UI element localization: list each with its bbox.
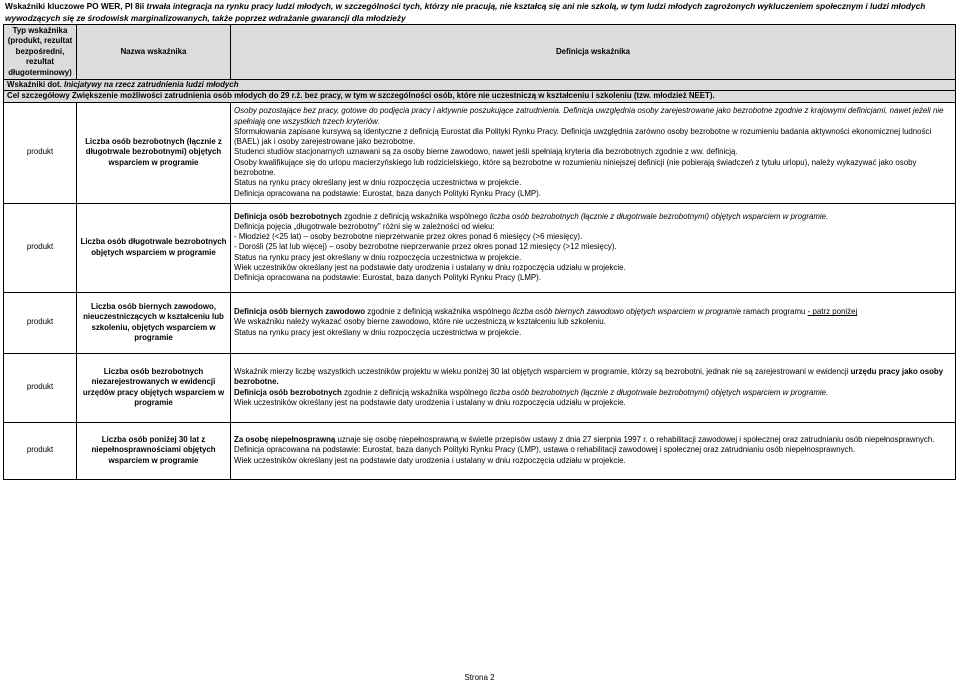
definition-term: Za osobę niepełnosprawną: [234, 435, 336, 445]
definition-paragraph: Status na rynku pracy jest określany w dniu rozpoczęcia uczestnictwa w projekcie.: [234, 327, 522, 337]
definition-text: uznaje się osobę niepełnosprawną w świetle przepisów ustawy z dnia 27 sierpnia 1997 r. o rehabilitacji zawodowej i społecznej oraz zatrudnianiu osób niepełnosprawnych.: [335, 435, 935, 445]
definition-paragraph: Wiek uczestników określany jest na podstawie daty urodzenia i ustalany w dniu rozpoczęcia udziału w projekcie.: [234, 263, 626, 273]
definition-paragraph: Definicja pojęcia „długotrwale bezrobotny" różni się w zależności od wieku:: [234, 221, 495, 231]
definition-reference: liczba osób bezrobotnych (łącznie z długotrwale bezrobotnymi) objętych wsparciem w programie.: [489, 387, 829, 397]
header-title: Wskaźniki kluczowe PO WER, PI 8ii: [5, 1, 147, 11]
indicator-name: Liczba osób długotrwale bezrobotnych objętych wsparciem w programie: [77, 203, 231, 292]
definition-paragraph: - Dorośli (25 lat lub więcej) – osoby bezrobotne nieprzerwanie przez okres ponad 12 miesięcy (>12 miesięcy).: [234, 242, 617, 252]
indicator-name: Liczba osób biernych zawodowo, nieuczestniczących w kształceniu lub szkoleniu, objętych wsparciem w programie: [77, 292, 231, 353]
definition-paragraph: Definicja opracowana na podstawie: Eurostat, baza danych Polityki Rynku Pracy (LMP), ustawa o rehabilitacji zawodowej i społecznej oraz zatrudnianiu osób niepełnosprawnych.: [234, 445, 856, 455]
definition-paragraph: - Młodzież (<25 lat) – osoby bezrobotne nieprzerwanie przez okres ponad 6 miesięcy (>6 miesięcy).: [234, 232, 583, 242]
table-row: [4, 102, 956, 203]
table-row: [4, 353, 956, 422]
col-header-name: Nazwa wskaźnika: [77, 25, 231, 80]
definition-text: Osoby pozostające bez pracy, gotowe do podjęcia pracy i aktywnie poszukujące zatrudnienia.: [234, 106, 562, 116]
indicator-name: Liczba osób bezrobotnych niezarejestrowanych w ewidencji urzędów pracy objętych wsparciem w programie: [77, 353, 231, 422]
definition-text: Definicja uwzględnia osoby zarejestrowane jako bezrobotne zgodnie z krajowymi definicjami, nawet jeżeli nie spełniają one wszystkich trzech kryteriów.: [234, 106, 944, 126]
definition-paragraph: Status na rynku pracy określany jest w dniu rozpoczęcia uczestnictwa w projekcie.: [234, 178, 522, 188]
definition-text: zgodnie z definicją wskaźnika wspólnego: [341, 387, 490, 397]
table-row: [4, 292, 956, 353]
definition-paragraph: Status na rynku pracy jest określany w dniu rozpoczęcia uczestnictwa w projekcie.: [234, 252, 522, 262]
indicator-table: [3, 24, 956, 480]
definition-paragraph: Definicja opracowana na podstawie: Eurostat, baza danych Polityki Rynku Pracy (LMP).: [234, 188, 542, 198]
col-header-definition: Definicja wskaźnika: [231, 25, 956, 80]
definition-paragraph: Definicja opracowana na podstawie: Eurostat, baza danych Polityki Rynku Pracy (LMP).: [234, 273, 542, 283]
header-priority: trwała integracja na rynku pracy ludzi młodych, w szczególności tych, którzy nie pracują, nie kształcą się ani nie szkolą, w tym ludzi młodych zagrożonych wykluczeniem społecznym i ludzi młodych: [146, 1, 926, 11]
definition-text: zgodnie z definicją wskaźnika wspólnego: [365, 307, 513, 317]
table-row: [4, 203, 956, 292]
col-header-type: Typ wskaźnika (produkt, rezultat bezpośredni, rezultat długoterminowy): [4, 25, 77, 80]
definition-text: zgodnie z definicją wskaźnika wspólnego: [341, 211, 490, 221]
goal-row: [4, 91, 956, 102]
definition-term: Definicja osób biernych zawodowo: [234, 307, 366, 317]
definition-paragraph: Wiek uczestników określany jest na podstawie daty urodzenia i ustalany w dniu rozpoczęcia udziału w projekcie.: [234, 397, 626, 407]
indicator-type: produkt: [4, 292, 77, 353]
definition-paragraph: Studenci studiów stacjonarnych uznawani są za osoby bierne zawodowo, nawet jeśli spełniają kryteria dla bezrobotnych zgodnie z ww. definicją.: [234, 147, 738, 157]
definition-paragraph: [234, 367, 952, 388]
document-page: [3, 0, 956, 480]
table-row: [4, 422, 956, 479]
section-row: [4, 80, 956, 91]
indicator-type: produkt: [4, 203, 77, 292]
indicator-type: produkt: [4, 422, 77, 479]
page-number: Strona 2: [464, 673, 495, 682]
definition-paragraph: [234, 435, 952, 445]
definition-note: - patrz poniżej: [807, 307, 858, 317]
header-line-2: wywodzących się ze środowisk marginalizowanych, także poprzez wdrażanie gwarancji dla młodzieży: [5, 13, 406, 23]
indicator-definition: [231, 292, 956, 353]
header-line-1: [5, 0, 956, 12]
definition-text: ramach programu: [740, 307, 808, 317]
definition-paragraph: Wiek uczestników określany jest na podstawie daty urodzenia i ustalany w dniu rozpoczęcia udziału w projekcie.: [234, 455, 626, 465]
definition-paragraph: [234, 307, 952, 317]
indicator-name: Liczba osób bezrobotnych (łącznie z długotrwale bezrobotnymi) objętych wsparciem w programie: [77, 102, 231, 203]
definition-paragraph: [234, 212, 952, 222]
definition-paragraph: [234, 388, 952, 398]
definition-reference: liczba osób bezrobotnych (łącznie z długotrwale bezrobotnymi) objętych wsparciem w programie.: [489, 211, 829, 221]
indicator-name: Liczba osób poniżej 30 lat z niepełnosprawnościami objętych wsparciem w programie: [77, 422, 231, 479]
goal-cell: Cel szczegółowy Zwiększenie możliwości zatrudnienia osób młodych do 29 r.ż. bez pracy, w tym w szczególności osób, które nie uczestniczą w kształceniu i szkoleniu (tzw. młodzież NEET).: [4, 91, 956, 102]
definition-paragraph: Osoby kwalifikujące się do urlopu macierzyńskiego lub rodzicielskiego, które są bezrobotne w rozumieniu niniejszej definicji (nie pobierają świadczeń z tytułu urlopu), należy wykazywać jako osoby bezrobotne.: [234, 157, 917, 178]
table-header-row: [4, 25, 956, 80]
definition-term: urzędu pracy jako osoby bezrobotne.: [234, 367, 944, 387]
definition-term: Definicja osób bezrobotnych: [234, 387, 342, 397]
section-label: Wskaźniki dot.: [7, 80, 64, 89]
definition-paragraph: [234, 106, 952, 127]
section-cell: [4, 80, 956, 91]
indicator-type: produkt: [4, 102, 77, 203]
definition-reference: liczba osób biernych zawodowo objętych wsparciem w programie: [512, 307, 741, 317]
section-title: Inicjatywy na rzecz zatrudnienia ludzi młodych: [64, 80, 239, 89]
definition-paragraph: We wskaźniku należy wykazać osoby bierne zawodowo, które nie uczestniczą w kształceniu lub szkoleniu.: [234, 317, 606, 327]
indicator-definition: [231, 353, 956, 422]
indicator-type: produkt: [4, 353, 77, 422]
indicator-definition: [231, 102, 956, 203]
definition-text: Wskaźnik mierzy liczbę wszystkich uczestników projektu w wieku poniżej 30 lat objętych wsparciem w programie, którzy są bezrobotni, jednak nie są zarejestrowani w ewidencji: [234, 367, 851, 376]
indicator-definition: [231, 203, 956, 292]
definition-term: Definicja osób bezrobotnych: [234, 211, 342, 221]
definition-paragraph: Sformułowania zapisane kursywą są identyczne z definicją Eurostat dla Polityki Rynku Pracy. Definicja uwzględnia zarówno osoby bezrobotne w rozumieniu badania aktywności ekonomicznej ludności (BAEL) jak i osoby zarejestrowane jako bezrobotne.: [234, 126, 932, 147]
indicator-definition: [231, 422, 956, 479]
document-header: [3, 0, 956, 24]
